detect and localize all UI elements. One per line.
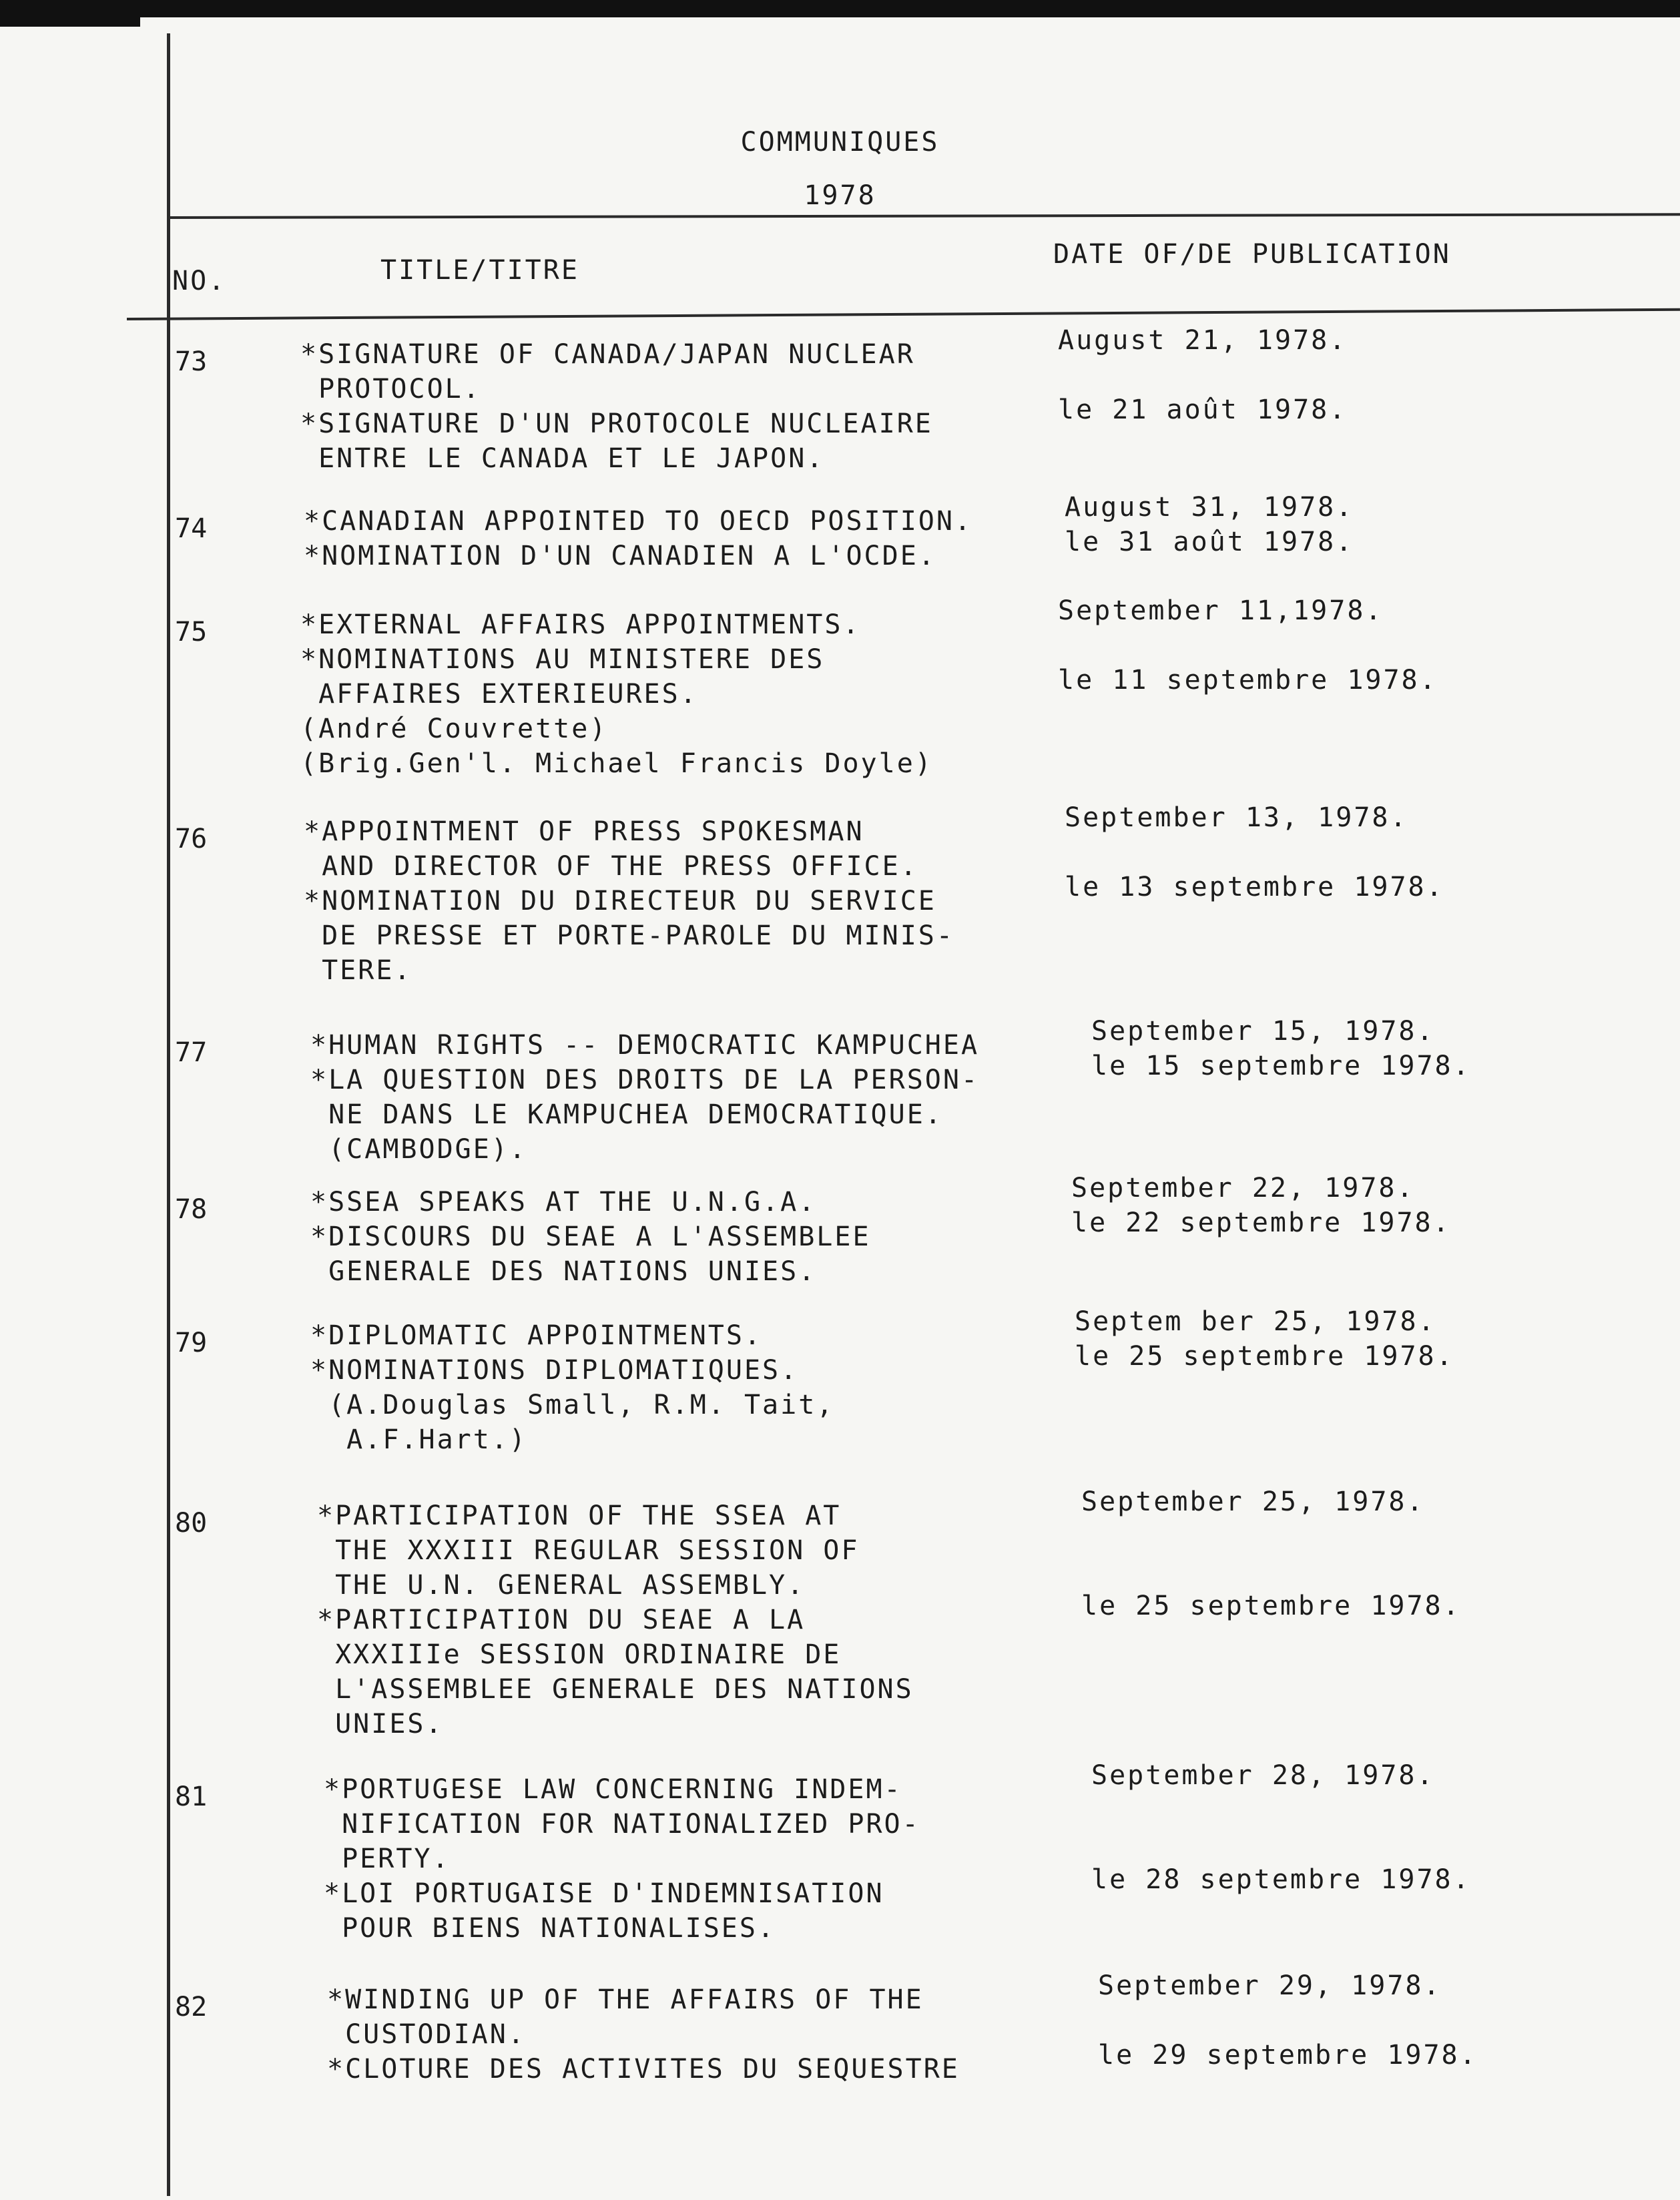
entry-number: 75 [175,617,208,647]
entry-title-line: THE U.N. GENERAL ASSEMBLY. [317,1570,806,1601]
entry-title-line: *HUMAN RIGHTS -- DEMOCRATIC KAMPUCHEA [310,1030,980,1061]
entry-title-line: *CANADIAN APPOINTED TO OECD POSITION. [304,506,973,537]
entry-number: 81 [175,1781,208,1812]
entry-title-line: *CLOTURE DES ACTIVITES DU SEQUESTRE [327,2054,960,2085]
entry-title-line: *PARTICIPATION OF THE SSEA AT [317,1500,842,1531]
entry-title-line: *NOMINATION D'UN CANADIEN A L'OCDE. [304,541,936,571]
entry-number: 78 [175,1194,208,1225]
entry-date-french: le 13 septembre 1978. [1065,872,1444,902]
entry-title-line: *SIGNATURE D'UN PROTOCOLE NUCLEAIRE [300,408,933,439]
entry-title-line: *LA QUESTION DES DROITS DE LA PERSON- [310,1065,980,1095]
entry-date-english: August 31, 1978. [1065,492,1354,523]
entry-date-english: September 15, 1978. [1091,1016,1435,1047]
entry-title-line: PROTOCOL. [300,374,481,404]
entry-title-line: (CAMBODGE). [310,1134,527,1165]
entry-title [327,1982,960,2087]
entry-date-french: le 31 août 1978. [1065,527,1354,557]
entry-title [300,607,933,781]
entry-title [310,1318,834,1457]
entry-title-line: *LOI PORTUGAISE D'INDEMNISATION [324,1878,884,1909]
entry-title [310,1185,871,1289]
entry-title-line: THE XXXIII REGULAR SESSION OF [317,1535,860,1566]
entry-date-french: le 21 août 1978. [1058,394,1348,425]
entry-date-french: le 22 septembre 1978. [1071,1207,1451,1238]
entry-number: 77 [175,1037,208,1068]
entry-date-french: le 29 septembre 1978. [1098,2040,1478,2071]
entry-date-english: August 21, 1978. [1058,325,1348,356]
entry-title-line: *DISCOURS DU SEAE A L'ASSEMBLEE [310,1221,871,1252]
entry-title-line: *PORTUGESE LAW CONCERNING INDEM- [324,1774,902,1805]
left-margin-rule [167,33,170,2196]
entry-date-french: le 28 septembre 1978. [1091,1864,1471,1895]
header-rule-top [167,213,1680,219]
entry-title-line: XXXIIIe SESSION ORDINAIRE DE [317,1639,842,1670]
entry-title [304,504,972,573]
entry-title [300,337,933,476]
entry-title-line: CUSTODIAN. [327,2019,526,2050]
document-heading: COMMUNIQUES [740,127,940,158]
entry-date-english: September 13, 1978. [1065,802,1408,833]
entry-title-line: POUR BIENS NATIONALISES. [324,1913,776,1944]
entry-title-line: AND DIRECTOR OF THE PRESS OFFICE. [304,851,918,882]
entry-date-french: le 25 septembre 1978. [1081,1591,1461,1621]
scan-top-edge [0,0,1680,17]
entry-date-english: Septem ber 25, 1978. [1075,1306,1436,1337]
entry-title-line: *EXTERNAL AFFAIRS APPOINTMENTS. [300,609,861,640]
entry-title-line: *NOMINATION DU DIRECTEUR DU SERVICE [304,886,936,916]
entry-title-line: A.F.Hart.) [310,1424,527,1455]
scan-top-edge-corner [0,17,140,27]
entry-title-line: *SIGNATURE OF CANADA/JAPAN NUCLEAR [300,339,915,370]
entry-date-english: September 29, 1978. [1098,1970,1442,2001]
entry-number: 73 [175,346,208,377]
entry-title-line: TERE. [304,955,412,986]
entry-number: 80 [175,1508,208,1539]
entry-date-english: September 25, 1978. [1081,1486,1425,1517]
column-header-no: NO. [172,266,227,296]
entry-title-line: *APPOINTMENT OF PRESS SPOKESMAN [304,816,864,847]
entry-title-line: DE PRESSE ET PORTE-PAROLE DU MINIS- [304,920,954,951]
entry-number: 74 [175,513,208,544]
entry-title-line: *WINDING UP OF THE AFFAIRS OF THE [327,1984,924,2015]
entry-title-line: *PARTICIPATION DU SEAE A LA [317,1605,806,1635]
entry-title-line: *DIPLOMATIC APPOINTMENTS. [310,1320,763,1351]
document-year: 1978 [804,180,876,211]
entry-date-english: September 28, 1978. [1091,1760,1435,1791]
entry-title-line: UNIES. [317,1709,444,1739]
entry-number: 82 [175,1992,208,2022]
entry-title-line: (Brig.Gen'l. Michael Francis Doyle) [300,748,933,779]
column-header-date: DATE OF/DE PUBLICATION [1053,239,1451,270]
entry-title-line: NE DANS LE KAMPUCHEA DEMOCRATIQUE. [310,1099,943,1130]
entry-title [324,1772,920,1946]
column-header-title: TITLE/TITRE [380,255,579,286]
entry-title-line: *NOMINATIONS AU MINISTERE DES [300,644,825,675]
entry-date-french: le 11 septembre 1978. [1058,665,1438,696]
entry-title [304,814,954,988]
entry-title [310,1028,979,1167]
entry-title-line: L'ASSEMBLEE GENERALE DES NATIONS [317,1674,914,1705]
entry-title-line: NIFICATION FOR NATIONALIZED PRO- [324,1809,920,1840]
entry-title-line: (André Couvrette) [300,714,608,744]
entry-title-line: AFFAIRES EXTERIEURES. [300,679,698,710]
header-rule-bottom [127,308,1680,320]
entry-number: 76 [175,824,208,854]
entry-date-french: le 15 septembre 1978. [1091,1051,1471,1081]
entry-date-french: le 25 septembre 1978. [1075,1341,1454,1372]
entry-title [317,1498,914,1741]
entry-title-line: GENERALE DES NATIONS UNIES. [310,1256,817,1287]
entry-title-line: PERTY. [324,1844,451,1874]
entry-title-line: *SSEA SPEAKS AT THE U.N.G.A. [310,1187,817,1217]
entry-title-line: ENTRE LE CANADA ET LE JAPON. [300,443,825,474]
entry-date-english: September 22, 1978. [1071,1173,1415,1203]
entry-number: 79 [175,1328,208,1358]
entry-date-english: September 11,1978. [1058,595,1384,626]
entry-title-line: (A.Douglas Small, R.M. Tait, [310,1390,835,1420]
entry-title-line: *NOMINATIONS DIPLOMATIQUES. [310,1355,799,1386]
